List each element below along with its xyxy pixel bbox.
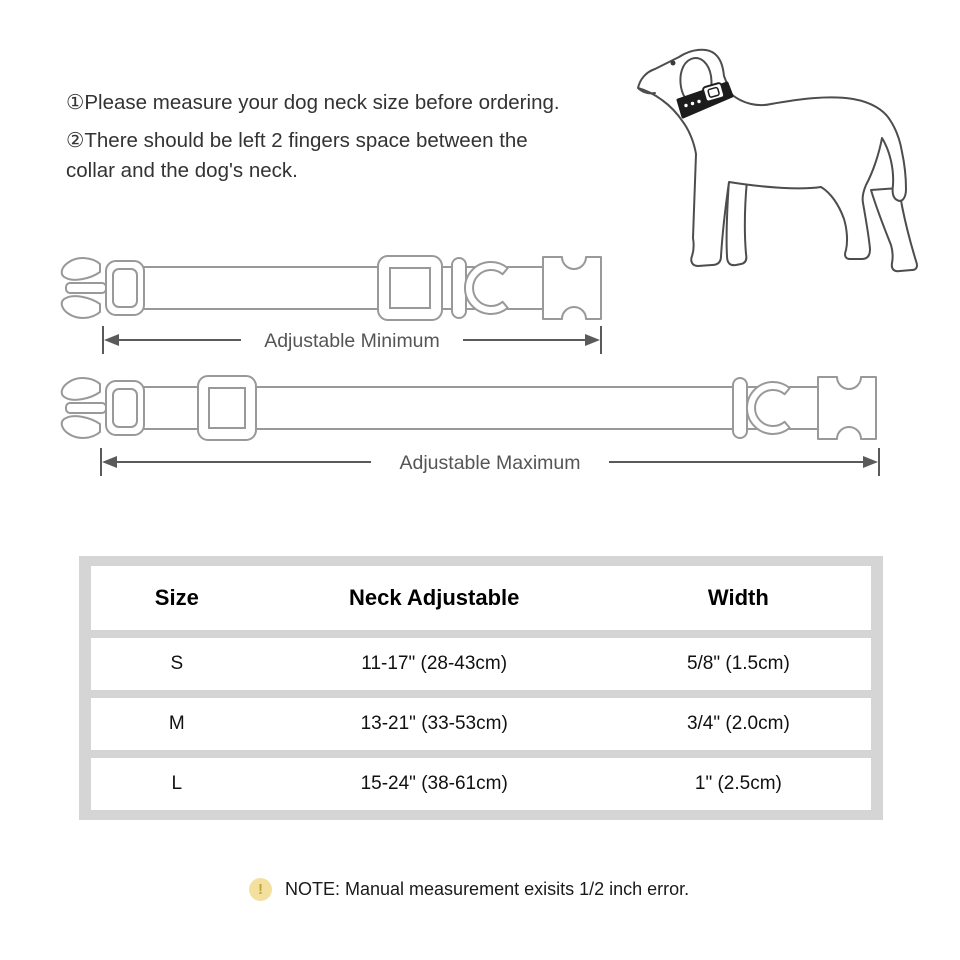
note-row	[249, 878, 689, 901]
collar-diagram-minimum	[50, 252, 606, 324]
cell-width: 3/4" (2.0cm)	[686, 713, 790, 734]
minimum-label: Adjustable Minimum	[264, 330, 440, 352]
arrowhead-left-icon	[102, 456, 117, 468]
d-ring	[747, 382, 790, 434]
arrowhead-right-icon	[585, 334, 600, 346]
dog-eye	[671, 61, 676, 66]
cell-width: 1" (2.5cm)	[694, 773, 782, 794]
buckle-prong-bottom	[62, 296, 100, 318]
cell-neck-adjustable: 11-17" (28-43cm)	[361, 653, 508, 674]
dog-illustration	[617, 30, 947, 280]
dimension-arrow-maximum	[99, 444, 881, 480]
cell-neck-adjustable: 15-24" (38-61cm)	[360, 773, 508, 794]
table-row	[91, 638, 871, 690]
collar-stud	[684, 104, 687, 107]
table-header-row	[91, 566, 871, 630]
collar-diagram-maximum	[50, 372, 885, 444]
collar-stud	[691, 102, 694, 105]
cell-size: L	[171, 773, 183, 794]
note-text: NOTE: Manual measurement exisits 1/2 inch error.	[285, 879, 690, 899]
exclamation-icon: !	[249, 878, 272, 901]
arrowhead-left-icon	[104, 334, 119, 346]
dimension-arrow-minimum	[101, 322, 603, 358]
buckle-prong-top	[62, 258, 100, 280]
buckle-prong-top	[62, 378, 100, 400]
dog-body-outline	[638, 50, 906, 266]
tri-glide-slider	[198, 376, 256, 440]
cell-size: M	[168, 713, 185, 734]
size-table	[79, 556, 883, 820]
keeper-loop	[452, 258, 466, 318]
cell-size: S	[170, 653, 184, 674]
maximum-label: Adjustable Maximum	[399, 452, 581, 474]
buckle-prong-center	[66, 283, 106, 293]
dog-far-front-leg	[727, 180, 747, 265]
d-ring	[465, 262, 508, 314]
column-header-width: Width	[707, 585, 769, 610]
instructions-block	[66, 88, 666, 186]
buckle-prong-center	[66, 403, 106, 413]
column-header-neck-adjustable: Neck Adjustable	[349, 585, 520, 610]
buckle-female	[818, 377, 876, 439]
table-row	[91, 698, 871, 750]
arrowhead-right-icon	[863, 456, 878, 468]
table-row	[91, 758, 871, 810]
instruction-line-2: ②There should be left 2 fingers space between the	[66, 129, 528, 152]
tri-glide-slider	[378, 256, 442, 320]
instruction-line-1: ①Please measure your dog neck size before ordering.	[66, 91, 560, 114]
column-header-size: Size	[154, 585, 199, 610]
dog-far-hind-leg	[871, 188, 917, 271]
cell-neck-adjustable: 13-21" (33-53cm)	[360, 713, 508, 734]
cell-width: 5/8" (1.5cm)	[686, 653, 790, 674]
buckle-prong-bottom	[62, 416, 100, 438]
collar-stud	[697, 100, 700, 103]
keeper-loop	[733, 378, 747, 438]
instruction-line-3: collar and the dog's neck.	[66, 159, 298, 182]
buckle-female	[543, 257, 601, 319]
